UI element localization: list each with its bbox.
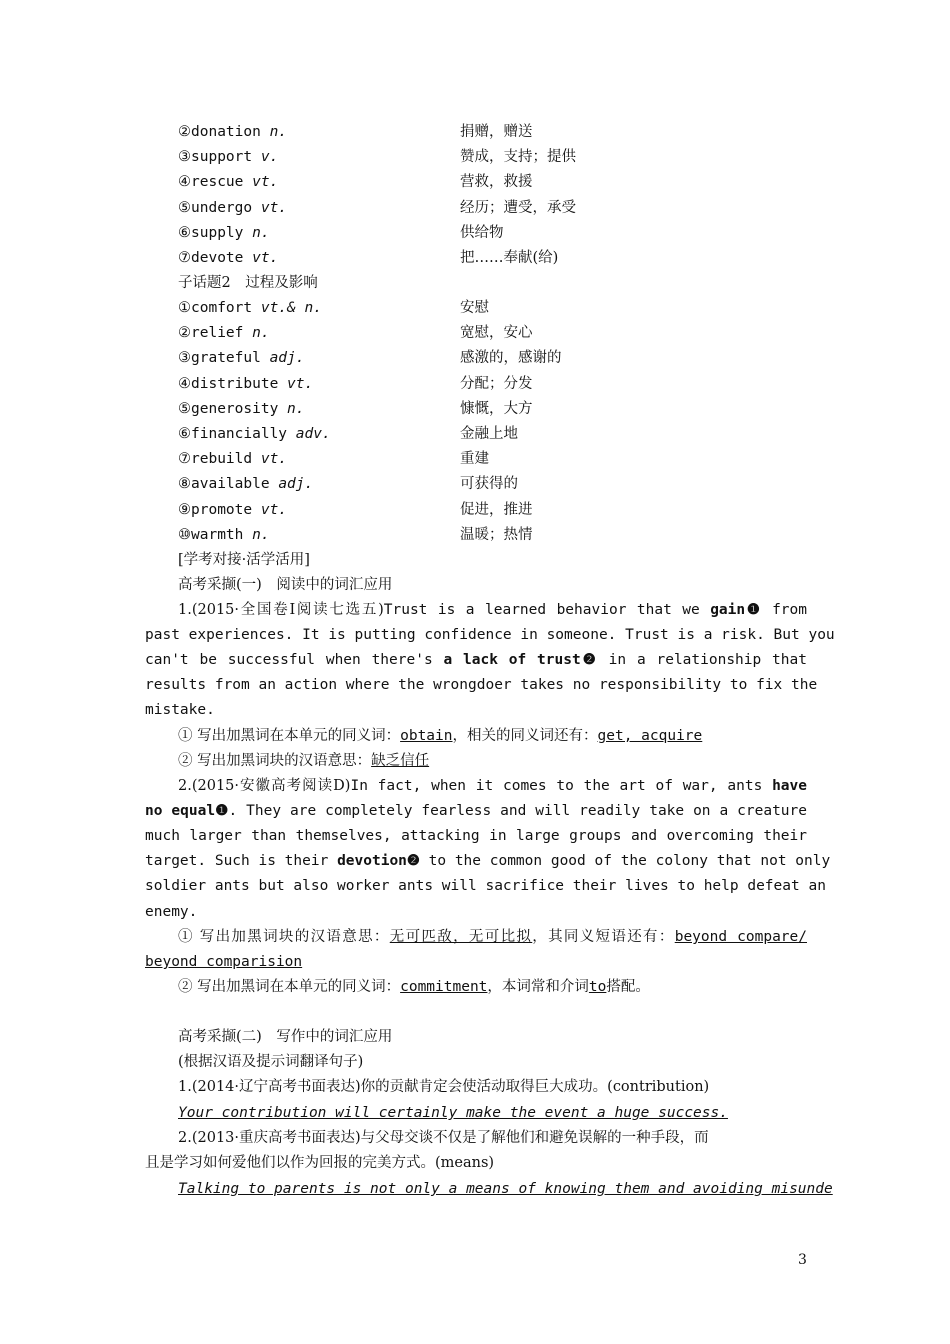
vocab-word: ③support v. [178,149,279,166]
vocab-meaning: 感激的，感谢的 [460,350,562,367]
bold-term-lack-of-trust: a lack of trust❷ [443,652,598,668]
q2-line2: no equal❶. They are completely fearless and will readily take on a creature [145,803,807,819]
q1-answer1: ① 写出加黑词在本单元的同义词：obtain，相关的同义词还有：get, acquire [178,728,703,744]
vocab-meaning: 金融上地 [460,426,518,442]
vocab-meaning: 营救，救援 [460,174,533,191]
vocab-meaning: 把……奉献(给) [460,250,559,266]
vocab-word: ⑤undergo vt. [178,199,288,216]
q1-answer2: ② 写出加黑词块的汉语意思：缺乏信任 [178,753,430,769]
vocab-word: ②donation n. [178,124,288,140]
subtopic-heading: 子话题2 过程及影响 [178,275,318,291]
vocab-meaning: 宽慰，安心 [460,325,533,342]
vocab-word: ⑦rebuild vt. [178,451,288,468]
q1-line2: past experiences. It is putting confidence in someone. Trust is a risk. But you [145,627,835,643]
q2-line1: 2.(2015·安徽高考阅读D)In fact, when it comes to the art of war, ants have [178,778,807,794]
w2-prompt-line1: 2.(2013·重庆高考书面表达)与父母交谈不仅是了解他们和避免误解的一种手段，而 [178,1130,709,1146]
vocab-word: ②relief n. [178,325,270,342]
q1-line4: results from an action where the wrongdoer takes no responsibility to fix the [145,677,818,693]
vocab-word: ④rescue vt. [178,174,279,191]
vocab-word: ⑥financially adv. [178,426,331,442]
vocab-meaning: 经历；遭受，承受 [460,199,576,216]
vocab-meaning: 安慰 [460,300,489,316]
q2-line3: much larger than themselves, attacking in large groups and overcoming their [145,828,807,844]
bold-term-no-equal: no equal❶ [145,803,229,819]
q1-line1: 1.(2015·全国卷Ⅰ阅读七选五)Trust is a learned behavior that we gain❶ from [178,602,807,618]
q1-line5: mistake. [145,702,215,718]
w1-prompt: 1.(2014·辽宁高考书面表达)你的贡献肯定会使活动取得巨大成功。(contribution) [178,1079,710,1095]
bold-term-gain: gain❶ [710,602,762,618]
q2-line5: soldier ants but also worker ants will sacrifice their lives to help defeat an [145,878,826,894]
vocab-meaning: 赞成，支持；提供 [460,149,576,166]
vocab-word: ⑥supply n. [178,224,270,241]
page-number: 3 [798,1252,807,1268]
vocab-meaning: 促进，推进 [460,501,533,518]
vocab-meaning: 慷慨，大方 [460,400,533,417]
vocab-word: ①comfort vt.& n. [178,300,322,316]
vocab-word: ⑧available adj. [178,476,314,493]
vocab-meaning: 分配；分发 [460,375,533,392]
q1-line3: can't be successful when there's a lack of trust❷ in a relationship that [145,652,807,668]
q2-line4: target. Such is their devotion❷ to the common good of the colony that not only [145,853,831,869]
vocab-word: ⑩warmth n. [178,526,270,543]
vocab-meaning: 捐赠，赠送 [460,124,533,140]
part2-instruction: (根据汉语及提示词翻译句子) [178,1054,364,1070]
part2-title: 高考采撷(二) 写作中的词汇应用 [178,1029,393,1045]
vocab-meaning: 重建 [460,451,489,468]
vocab-meaning: 温暖；热情 [460,526,533,543]
q2-answer1-cont: beyond comparision [145,954,303,970]
vocab-word: ⑦devote vt. [178,250,279,266]
vocab-word: ③grateful adj. [178,350,305,367]
w2-answer: Talking to parents is not only a means of knowing them and avoiding misunde [178,1181,833,1197]
vocab-meaning: 供给物 [460,224,504,241]
w1-answer: Your contribution will certainly make the event a huge success. [178,1105,728,1121]
q2-answer1: ① 写出加黑词块的汉语意思：无可匹敌，无可比拟，其同义短语还有：beyond compare/ [178,929,807,945]
vocab-word: ⑨promote vt. [178,501,288,518]
q2-answer2: ② 写出加黑词在本单元的同义词：commitment，本词常和介词to搭配。 [178,979,650,995]
bold-term-devotion: devotion❷ [337,853,420,869]
q2-line6: enemy. [145,904,198,920]
vocab-meaning: 可获得的 [460,476,518,493]
vocab-word: ④distribute vt. [178,375,314,392]
vocab-word: ⑤generosity n. [178,400,305,417]
w2-prompt-line2: 且是学习如何爱他们以作为回报的完美方式。(means) [145,1155,495,1171]
part1-title: 高考采撷(一) 阅读中的词汇应用 [178,577,393,593]
section-label: [学考对接·活学活用] [178,552,310,568]
